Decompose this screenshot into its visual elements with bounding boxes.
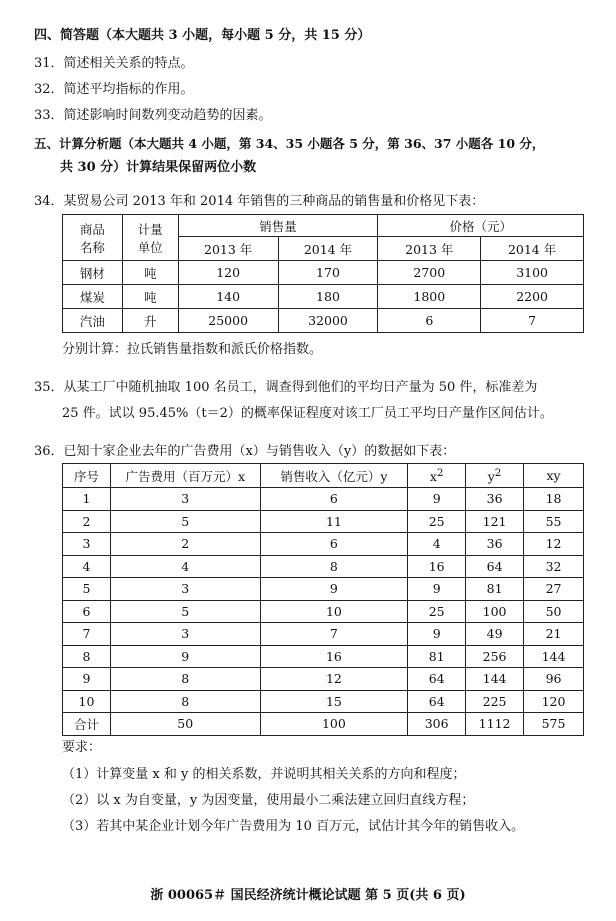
q36-header-xy: xy (524, 464, 584, 488)
q34-header-year: 2014 年 (481, 237, 584, 261)
table-cell: 9 (408, 488, 466, 511)
table-cell: 144 (524, 645, 584, 668)
table-row (63, 510, 584, 533)
table-cell: 6 (260, 533, 408, 556)
q36-table-body (63, 488, 584, 736)
table-cell: 81 (408, 645, 466, 668)
table-cell: 25 (408, 600, 466, 623)
table-cell: 100 (260, 713, 408, 736)
question-34-intro: 34．某贸易公司 2013 年和 2014 年销售的三种商品的销售量和价格见下表： (34, 194, 485, 209)
table-cell: 1112 (466, 713, 524, 736)
table-cell: 144 (466, 668, 524, 691)
question-34-task: 分别计算：拉氏销售量指数和派氏价格指数。 (62, 342, 323, 357)
table-cell: 2 (63, 510, 111, 533)
table-cell: 8 (110, 690, 260, 713)
question-31: 31．简述相关关系的特点。 (34, 56, 194, 71)
table-cell: 3 (110, 623, 260, 646)
table-cell: 3100 (481, 261, 584, 285)
table-cell: 81 (466, 578, 524, 601)
table-cell: 吨 (122, 261, 178, 285)
table-cell: 55 (524, 510, 584, 533)
table-cell: 96 (524, 668, 584, 691)
table-cell: 5 (110, 600, 260, 623)
table-cell: 32000 (278, 309, 378, 333)
q36-header-revenue: 销售收入（亿元）y (260, 464, 408, 488)
q36-header-index: 序号 (63, 464, 111, 488)
table-cell: 64 (408, 690, 466, 713)
question-35-line1: 35．从某工厂中随机抽取 100 名员工，调查得到他们的平均日产量为 50 件，标准差为 (34, 380, 538, 395)
table-cell: 1800 (378, 285, 481, 309)
table-cell: 合计 (63, 713, 111, 736)
table-cell: 8 (63, 645, 111, 668)
table-cell: 7 (260, 623, 408, 646)
table-cell: 50 (110, 713, 260, 736)
table-cell: 汽油 (63, 309, 123, 333)
q36-header-x2: $x^2$ (408, 464, 466, 488)
table-cell: 煤炭 (63, 285, 123, 309)
table-row (63, 578, 584, 601)
table-cell: 27 (524, 578, 584, 601)
table-cell: 5 (63, 578, 111, 601)
q34-header-volume: 销售量 (178, 215, 378, 237)
question-33: 33．简述影响时间数列变动趋势的因素。 (34, 108, 272, 123)
table-cell: 6 (63, 600, 111, 623)
question-36-intro: 36．已知十家企业去年的广告费用（x）与销售收入（y）的数据如下表： (34, 444, 456, 459)
table-cell: 4 (408, 533, 466, 556)
q34-header-unit: 计量 单位 (122, 215, 178, 261)
table-cell: 21 (524, 623, 584, 646)
table-cell: 3 (110, 578, 260, 601)
table-row (63, 309, 584, 333)
table-cell: 10 (63, 690, 111, 713)
table-cell: 9 (63, 668, 111, 691)
table-cell: 140 (178, 285, 278, 309)
requirements-title: 要求： (62, 740, 102, 755)
table-cell: 306 (408, 713, 466, 736)
table-row (63, 600, 584, 623)
table-cell: 3 (63, 533, 111, 556)
table-cell: 1 (63, 488, 111, 511)
table-cell: 36 (466, 533, 524, 556)
table-row (63, 555, 584, 578)
page-footer: 浙 00065＃ 国民经济统计概论试题 第 5 页(共 6 页) (150, 888, 466, 903)
table-cell: 9 (110, 645, 260, 668)
section5-heading-line2: 共 30 分）计算结果保留两位小数 (60, 160, 257, 175)
table-cell: 5 (110, 510, 260, 533)
question-35-line2: 25 件。试以 95.45%（t＝2）的概率保证程度对该工厂员工平均日产量作区间估计。 (62, 406, 553, 421)
table-cell: 170 (278, 261, 378, 285)
table-cell: 8 (260, 555, 408, 578)
table-cell: 3 (110, 488, 260, 511)
q34-header-year: 2013 年 (378, 237, 481, 261)
q36-header-ad-cost: 广告费用（百万元）x (110, 464, 260, 488)
table-cell: 16 (408, 555, 466, 578)
table-cell: 575 (524, 713, 584, 736)
requirement-3: （3）若其中某企业计划今年广告费用为 10 百万元，试估计其今年的销售收入。 (62, 819, 525, 834)
section5-heading-line1: 五、计算分析题（本大题共 4 小题，第 34、35 小题各 5 分，第 36、37 小题各 10 分， (34, 136, 545, 151)
table-cell: 25 (408, 510, 466, 533)
requirement-1: （1）计算变量 x 和 y 的相关系数，并说明其相关关系的方向和程度； (62, 767, 466, 782)
table-row (63, 645, 584, 668)
table-cell: 升 (122, 309, 178, 333)
table-cell: 9 (260, 578, 408, 601)
table-cell: 11 (260, 510, 408, 533)
table-row (63, 668, 584, 691)
q34-header-goods: 商品 名称 (63, 215, 123, 261)
table-cell: 2200 (481, 285, 584, 309)
table-cell: 钢材 (63, 261, 123, 285)
table-cell: 50 (524, 600, 584, 623)
table-cell: 10 (260, 600, 408, 623)
table-cell: 16 (260, 645, 408, 668)
requirement-2: （2）以 x 为自变量，y 为因变量，使用最小二乘法建立回归直线方程； (62, 793, 475, 808)
table-cell: 49 (466, 623, 524, 646)
table-cell: 100 (466, 600, 524, 623)
total-row (63, 713, 584, 736)
table-row (63, 533, 584, 556)
q34-header-year: 2013 年 (178, 237, 278, 261)
table-cell: 8 (110, 668, 260, 691)
table-cell: 120 (524, 690, 584, 713)
q36-table (62, 463, 584, 736)
table-row (63, 623, 584, 646)
table-cell: 2 (110, 533, 260, 556)
table-cell: 120 (178, 261, 278, 285)
section4-heading: 四、简答题（本大题共 3 小题，每小题 5 分，共 15 分） (34, 28, 371, 43)
table-cell: 64 (466, 555, 524, 578)
table-row (63, 285, 584, 309)
table-cell: 12 (524, 533, 584, 556)
table-cell: 9 (408, 578, 466, 601)
table-cell: 6 (378, 309, 481, 333)
table-cell: 7 (63, 623, 111, 646)
table-row (63, 261, 584, 285)
q34-header-year: 2014 年 (278, 237, 378, 261)
table-cell: 25000 (178, 309, 278, 333)
q36-header-y2: $y^2$ (466, 464, 524, 488)
table-cell: 256 (466, 645, 524, 668)
q34-table (62, 214, 584, 333)
table-cell: 2700 (378, 261, 481, 285)
table-cell: 4 (110, 555, 260, 578)
table-cell: 225 (466, 690, 524, 713)
table-cell: 121 (466, 510, 524, 533)
q34-header-price: 价格（元） (378, 215, 584, 237)
table-cell: 4 (63, 555, 111, 578)
table-cell: 180 (278, 285, 378, 309)
table-row (63, 690, 584, 713)
table-cell: 36 (466, 488, 524, 511)
table-cell: 32 (524, 555, 584, 578)
table-row (63, 488, 584, 511)
question-32: 32．简述平均指标的作用。 (34, 82, 194, 97)
table-cell: 15 (260, 690, 408, 713)
table-cell: 吨 (122, 285, 178, 309)
table-cell: 64 (408, 668, 466, 691)
table-cell: 6 (260, 488, 408, 511)
table-cell: 9 (408, 623, 466, 646)
table-cell: 18 (524, 488, 584, 511)
table-cell: 7 (481, 309, 584, 333)
table-cell: 12 (260, 668, 408, 691)
